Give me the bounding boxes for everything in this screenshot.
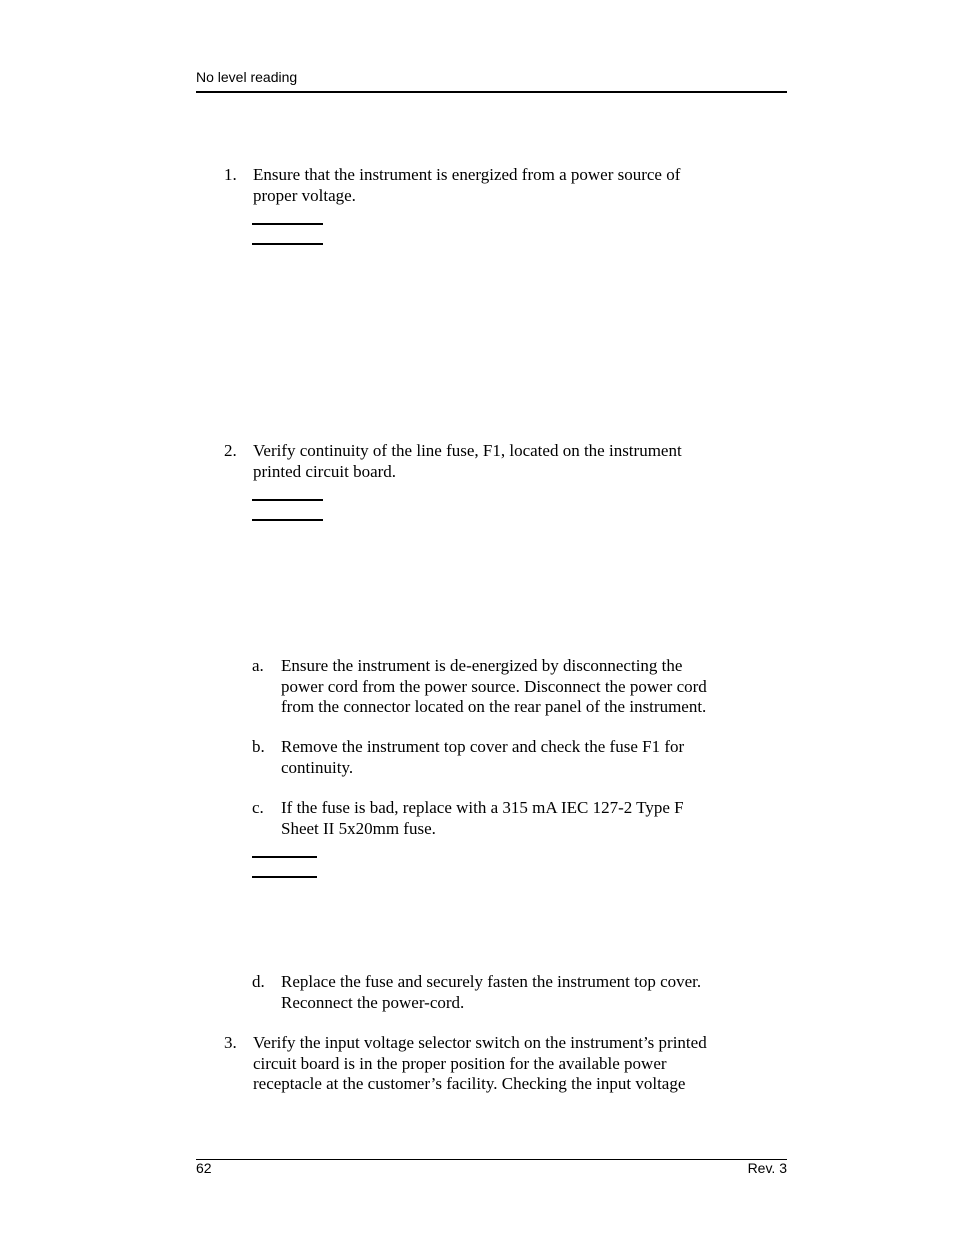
running-header: No level reading bbox=[196, 69, 298, 85]
page-number: 62 bbox=[196, 1160, 212, 1176]
substep-text-line: If the fuse is bad, replace with a 315 mA IEC 127-2 Type F bbox=[281, 798, 684, 817]
substep-text-line: from the connector located on the rear panel of the instrument. bbox=[281, 697, 707, 716]
step-text bbox=[253, 441, 682, 482]
substep-text-line: Replace the fuse and securely fasten the instrument top cover. bbox=[281, 972, 702, 991]
substep-text bbox=[281, 737, 684, 778]
substep-text-line: continuity. bbox=[281, 757, 354, 777]
substep-text bbox=[281, 972, 701, 1013]
note-rule-top bbox=[252, 856, 317, 858]
step-number: 1. bbox=[224, 165, 237, 184]
step-text-line: Ensure that the instrument is energized from a power source of bbox=[253, 165, 681, 184]
substep-text bbox=[281, 656, 707, 718]
note-rule-bottom bbox=[252, 876, 317, 878]
step-text-line: receptacle at the customer’s facility. Checking the input voltage bbox=[253, 1074, 686, 1093]
substep-letter: c. bbox=[252, 798, 264, 817]
note-rule-top bbox=[252, 223, 323, 225]
step-number: 2. bbox=[224, 441, 237, 460]
substep-text-line: power cord from the power source. Disconnect the power cord bbox=[281, 676, 707, 696]
substep-letter: d. bbox=[252, 972, 265, 991]
step-text bbox=[253, 1033, 707, 1095]
substep-text bbox=[281, 798, 684, 839]
header-divider bbox=[196, 91, 787, 93]
substep-text-line: Sheet II 5x20mm fuse. bbox=[281, 818, 436, 838]
step-number: 3. bbox=[224, 1033, 237, 1052]
note-rule-top bbox=[252, 499, 323, 501]
step-text-line: circuit board is in the proper position for the available power bbox=[253, 1053, 667, 1073]
step-text-line: proper voltage. bbox=[253, 185, 356, 205]
step-text-line: Verify continuity of the line fuse, F1, located on the instrument bbox=[253, 441, 682, 460]
revision-label: Rev. 3 bbox=[747, 1160, 787, 1176]
step-text-line: printed circuit board. bbox=[253, 461, 397, 481]
note-rule-bottom bbox=[252, 243, 323, 245]
step-text bbox=[253, 165, 680, 206]
footer-divider bbox=[196, 1159, 787, 1160]
substep-text-line: Remove the instrument top cover and check the fuse F1 for bbox=[281, 737, 685, 756]
substep-text-line: Ensure the instrument is de-energized by disconnecting the bbox=[281, 656, 683, 675]
substep-letter: b. bbox=[252, 737, 265, 756]
note-rule-bottom bbox=[252, 519, 323, 521]
substep-text-line: Reconnect the power-cord. bbox=[281, 992, 465, 1012]
substep-letter: a. bbox=[252, 656, 264, 675]
step-text-line: Verify the input voltage selector switch on the instrument’s printed bbox=[253, 1033, 707, 1052]
